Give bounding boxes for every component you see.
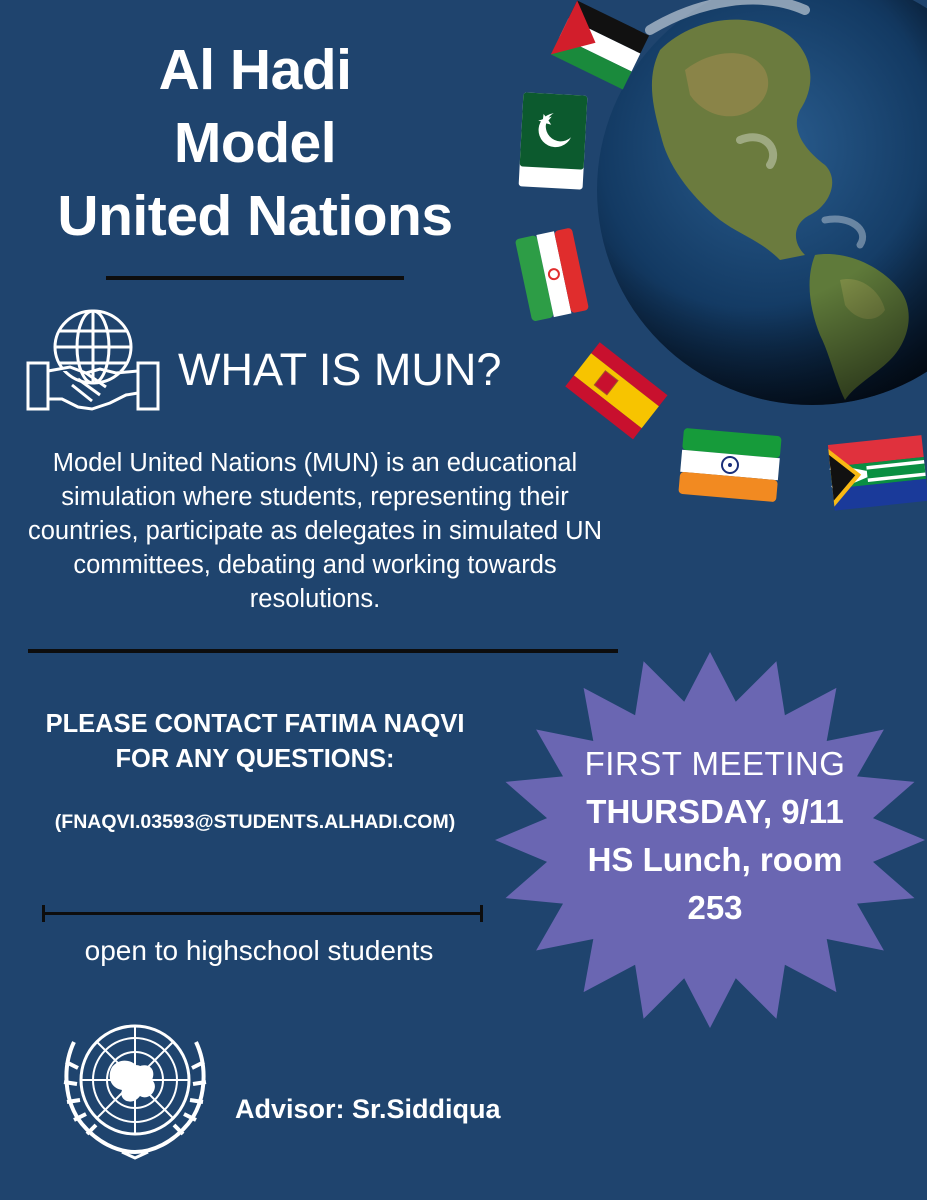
what-is-mun-heading: WHAT IS MUN? (178, 344, 502, 395)
meeting-room: 253 (687, 889, 743, 926)
meeting-label: FIRST MEETING (584, 745, 846, 782)
contact-email[interactable]: (FNAQVI.03593@STUDENTS.ALHADI.COM) (54, 811, 456, 833)
mun-description: Model United Nations (MUN) is an educational simulation where students, representing their countries, participate as delegates in simulated UN committees, debating and working towards resolutions. (27, 449, 603, 613)
globe-handshake-icon (26, 307, 160, 411)
title-divider (106, 276, 404, 280)
iran-flag-icon (505, 225, 595, 325)
spain-flag-icon (562, 335, 672, 445)
india-flag-icon (675, 424, 785, 506)
audience-divider-cap-right (480, 905, 483, 922)
pakistan-flag-icon (513, 88, 593, 194)
title-line-2: Model (173, 111, 337, 175)
south-africa-flag-icon (827, 432, 927, 512)
contact-heading: PLEASE CONTACT FATIMA NAQVI FOR ANY QUESTIONS: (45, 710, 465, 773)
meeting-location: HS Lunch, room (587, 841, 843, 878)
audience-divider-cap-left (42, 905, 45, 922)
page-title (10, 34, 500, 253)
meeting-info (540, 740, 890, 932)
un-emblem-icon (52, 1012, 218, 1162)
advisor-text: Advisor: Sr.Siddiqua (235, 1094, 501, 1124)
title-line-3: United Nations (57, 184, 453, 248)
title-line-1: Al Hadi (158, 38, 352, 102)
audience-divider (44, 912, 482, 915)
meeting-date: THURSDAY, 9/11 (586, 793, 844, 830)
palestine-flag-icon (550, 0, 650, 90)
audience-text: open to highschool students (84, 935, 434, 966)
